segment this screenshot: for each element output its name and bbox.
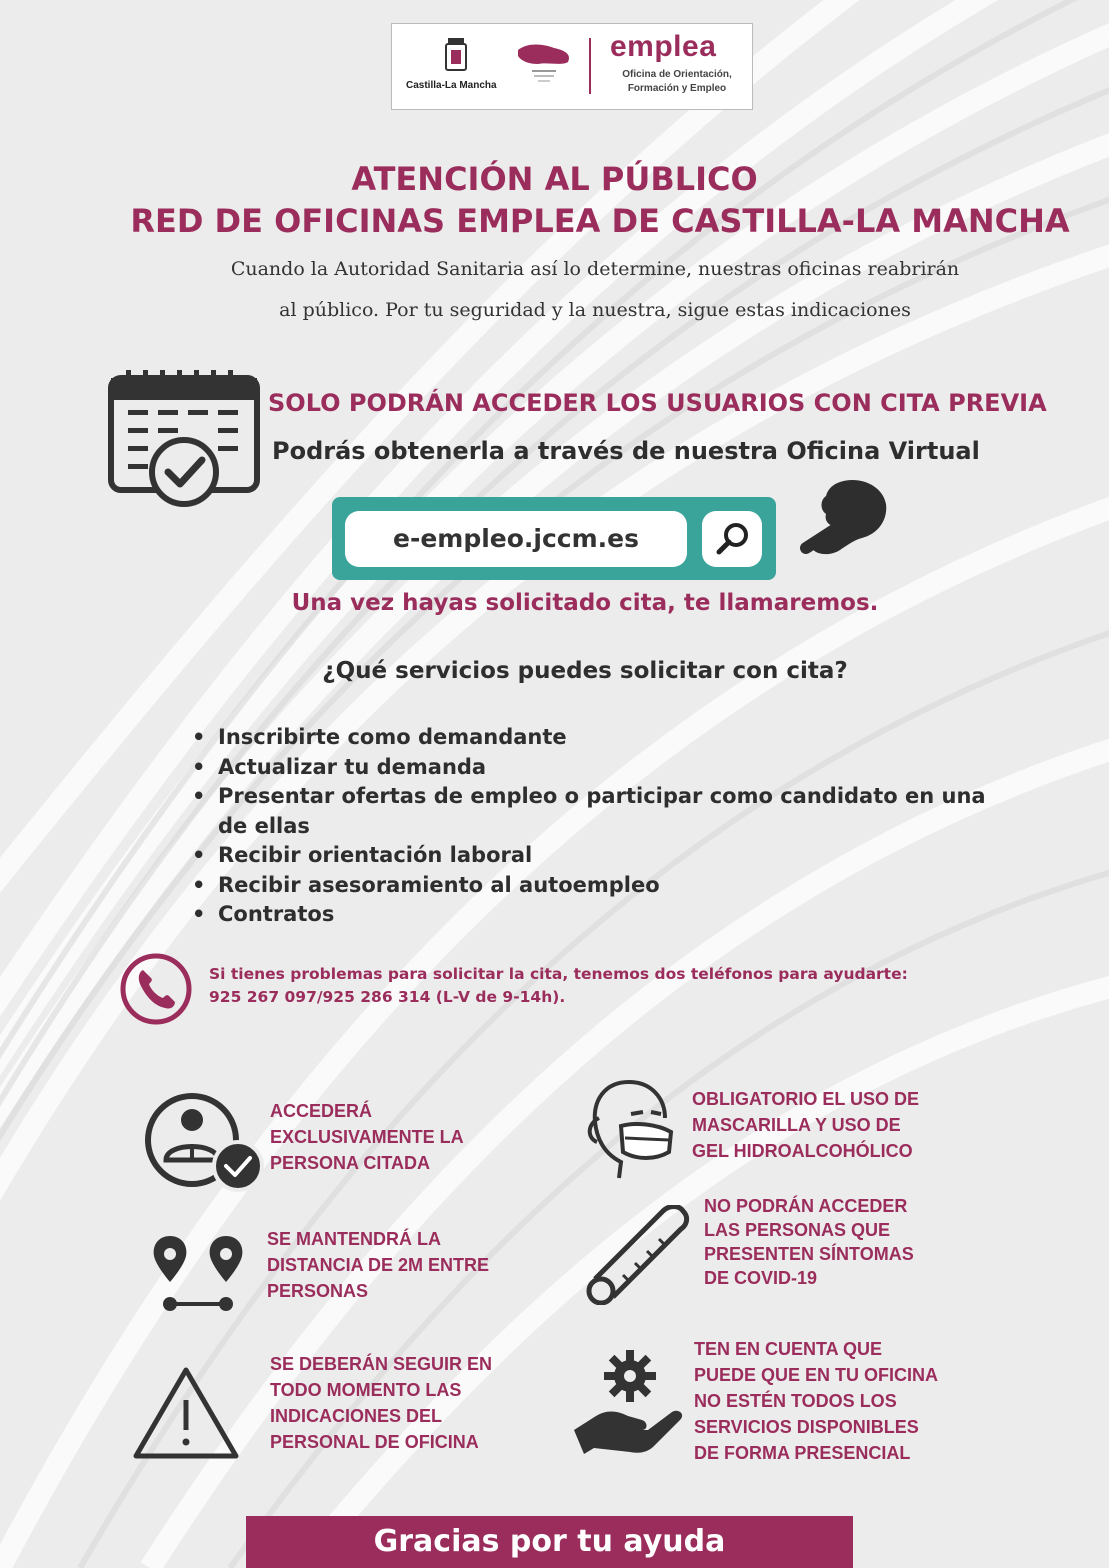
calendar-check-icon xyxy=(108,368,262,508)
list-item: • Recibir orientación laboral xyxy=(192,843,533,867)
list-item: • Contratos xyxy=(192,902,335,926)
rule-distance: SE MANTENDRÁ LA DISTANCIA DE 2M ENTRE PERSONAS xyxy=(267,1229,490,1301)
search-button[interactable] xyxy=(702,511,762,567)
coat-of-arms-icon xyxy=(442,36,470,76)
logo-left-text: Castilla-La Mancha xyxy=(406,80,497,91)
warning-icon xyxy=(130,1364,242,1462)
intro-line-1: Cuando la Autoridad Sanitaria así lo determine, nuestras oficinas reabrirán xyxy=(230,258,960,280)
page-title: ATENCIÓN AL PÚBLICO xyxy=(351,160,758,198)
help-phone-numbers[interactable]: 925 267 097/925 286 314 (L-V de 9-14h). xyxy=(209,988,566,1006)
rule-access-cited: ACCEDERÁ EXCLUSIVAMENTE LA PERSONA CITADA xyxy=(270,1101,464,1173)
person-check-icon xyxy=(142,1090,266,1194)
rule-mask-gel: OBLIGATORIO EL USO DE MASCARILLA Y USO DE GEL HIDROALCOHÓLICO xyxy=(692,1089,920,1161)
list-item: • Actualizar tu demanda xyxy=(192,754,487,779)
rule-covid-symptoms: NO PODRÁN ACCEDER LAS PERSONAS QUE PRESENTEN SÍNTOMAS DE COVID-19 xyxy=(704,1196,914,1288)
callback-notice: Una vez hayas solicitado cita, te llamaremos. xyxy=(291,590,879,616)
footer-thanks-banner: Gracias por tu ayuda xyxy=(246,1516,853,1568)
thermometer-icon xyxy=(583,1205,691,1305)
rule-follow-staff: SE DEBERÁN SEGUIR EN TODO MOMENTO LAS INDICACIONES DEL PERSONAL DE OFICINA xyxy=(270,1354,493,1452)
hand-gear-icon xyxy=(572,1346,688,1456)
pointing-hand-icon xyxy=(800,476,892,560)
help-line-1: Si tienes problemas para solicitar la cita, tenemos dos teléfonos para ayudarte: xyxy=(209,965,908,983)
search-icon xyxy=(702,511,762,567)
list-item: • Recibir asesoramiento al autoempleo xyxy=(192,872,660,897)
phone-icon xyxy=(119,952,193,1026)
logo-divider xyxy=(589,38,591,94)
services-list xyxy=(188,723,988,930)
face-mask-icon xyxy=(585,1078,675,1180)
logo-header xyxy=(391,23,753,110)
page-subtitle: RED DE OFICINAS EMPLEA DE CASTILLA-LA MANCHA xyxy=(130,202,1070,240)
distance-pins-icon xyxy=(150,1232,246,1314)
url-search-box[interactable] xyxy=(332,497,776,580)
cita-heading: SOLO PODRÁN ACCEDER LOS USUARIOS CON CITA PREVIA xyxy=(268,389,1047,417)
list-item: • Presentar ofertas de empleo o participar como candidato en una de ellas xyxy=(192,784,986,838)
services-question: ¿Qué servicios puedes solicitar con cita? xyxy=(322,658,848,684)
logo-subtitle: Oficina de Orientación, Formación y Empleo xyxy=(622,69,732,94)
rule-services-availability: TEN EN CUENTA QUE PUEDE QUE EN TU OFICINA NO ESTÉN TODOS LOS SERVICIOS DISPONIBLES DE FORMA PRESENCIAL xyxy=(694,1339,939,1463)
list-item: • Inscribirte como demandante xyxy=(192,725,567,749)
logo-brand: emplea xyxy=(610,30,717,63)
help-phone-text xyxy=(209,963,969,1009)
intro-line-2: al público. Por tu seguridad y la nuestra, sigue estas indicaciones xyxy=(279,299,911,321)
cita-subheading: Podrás obtenerla a través de nuestra Oficina Virtual xyxy=(272,437,980,465)
url-search-field[interactable]: e-empleo.jccm.es xyxy=(345,511,687,567)
castilla-silhouette-icon xyxy=(514,40,574,88)
